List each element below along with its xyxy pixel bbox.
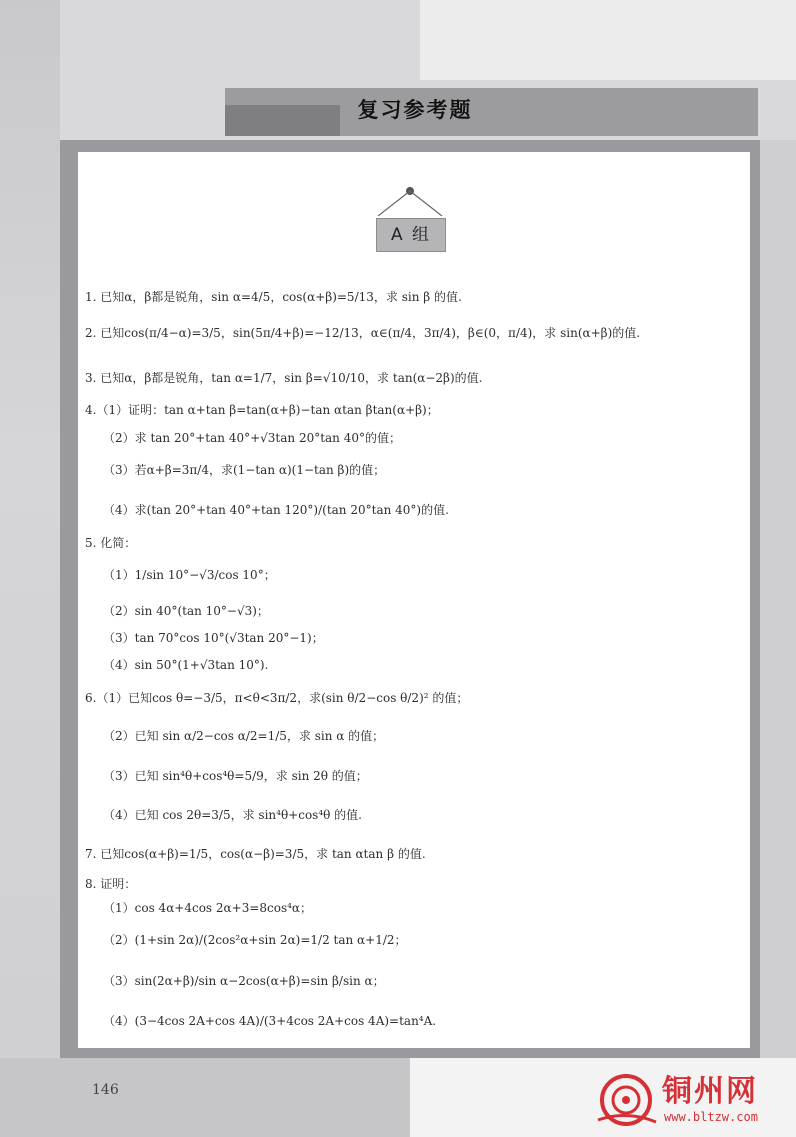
problem-6-part-2: （2）已知 sin α/2−cos α/2=1/5，求 sin α 的值； [103, 729, 385, 743]
problem-5-part-4: （4）sin 50°(1+√3tan 10°). [103, 658, 269, 672]
section-title: 复习参考题 [357, 98, 473, 122]
problem-5-part-1: （1）1/sin 10°−√3/cos 10°； [103, 568, 276, 582]
problem-8: 8. 证明： [85, 877, 137, 891]
problem-4-part-4: （4）求(tan 20°+tan 40°+tan 120°)/(tan 20°tan 40°)的值. [103, 503, 449, 517]
group-label: A 组 [376, 218, 446, 252]
problem-4: 4.（1）证明：tan α+tan β=tan(α+β)−tan αtan βtan(α+β)； [85, 403, 439, 417]
problem-6: 6.（1）已知cos θ=−3/5，π<θ<3π/2，求(sin θ/2−cos θ/2)² 的值； [85, 691, 469, 705]
problem-7: 7. 已知cos(α+β)=1/5，cos(α−β)=3/5，求 tan αtan β 的值. [85, 847, 426, 861]
page-background-right [420, 0, 796, 80]
problem-1: 1. 已知α，β都是锐角，sin α=4/5，cos(α+β)=5/13，求 sin β 的值. [85, 290, 462, 304]
problem-5-part-3: （3）tan 70°cos 10°(√3tan 20°−1)； [103, 631, 324, 645]
page-number: 146 [92, 1082, 119, 1098]
problem-8-part-1: （1）cos 4α+4cos 2α+3=8cos⁴α； [103, 901, 313, 915]
problem-5-part-2: （2）sin 40°(tan 10°−√3)； [103, 604, 269, 618]
problem-8-part-3: （3）sin(2α+β)/sin α−2cos(α+β)=sin β/sin α； [103, 974, 385, 988]
problem-6-part-4: （4）已知 cos 2θ=3/5，求 sin⁴θ+cos⁴θ 的值. [103, 808, 362, 822]
title-tab-decoration [225, 105, 340, 136]
problem-2: 2. 已知cos(π/4−α)=3/5，sin(5π/4+β)=−12/13，α∈(π/4，3π/4)，β∈(0，π/4)，求 sin(α+β)的值. [85, 326, 641, 340]
problem-3: 3. 已知α，β都是锐角，tan α=1/7，sin β=√10/10，求 tan(α−2β)的值. [85, 371, 483, 385]
problem-8-part-4: （4）(3−4cos 2A+cos 4A)/(3+4cos 2A+cos 4A)=tan⁴A. [103, 1014, 437, 1028]
problem-4-part-2: （2）求 tan 20°+tan 40°+√3tan 20°tan 40°的值； [103, 431, 401, 445]
problem-5: 5. 化简： [85, 536, 137, 550]
page-background-left [0, 0, 60, 1137]
problem-6-part-3: （3）已知 sin⁴θ+cos⁴θ=5/9，求 sin 2θ 的值； [103, 769, 368, 783]
problem-4-part-3: （3）若α+β=3π/4，求(1−tan α)(1−tan β)的值； [103, 463, 386, 477]
problem-8-part-2: （2）(1+sin 2α)/(2cos²α+sin 2α)=1/2 tan α+1/2； [103, 933, 407, 947]
site-logo-name: 铜州网 [662, 1074, 758, 1109]
hanger-icon [370, 186, 450, 216]
site-logo-url: www.bltzw.com [664, 1110, 758, 1124]
